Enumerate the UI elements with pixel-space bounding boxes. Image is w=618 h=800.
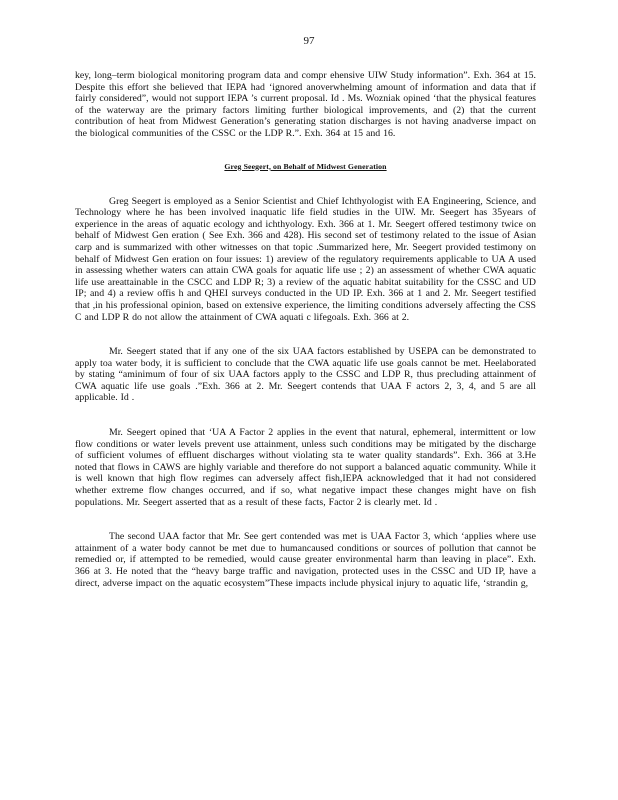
section-heading: Greg Seegert, on Behalf of Midwest Generation: [224, 161, 387, 171]
paragraph-uaa-factor-2: Mr. Seegert opined that ‘UA A Factor 2 applies in the event that natural, ephemeral, intermittent or low flow conditions or water levels prevent use attainment, unless such conditions may be mitigated by the discharge of sufficient volumes of effluent discharges without violating sta te water quality standards”. Exh. 366 at 3.He noted that flows in CAWS are highly variable and therefore do not support a balanced aquatic community. While it is well known that high flow regimes can adversely affect fish,IEPA acknowledged that it had not considered whether extreme flow changes occurred, and if so, what negative impact these changes might have on fish populations. Mr. Seegert asserted that as a result of these facts, Factor 2 is clearly met. Id .: [75, 427, 536, 508]
paragraph-seegert-background: Greg Seegert is employed as a Senior Scientist and Chief Ichthyologist with EA Engineering, Science, and Technology where he has been involved inaquatic life field studies in the UIW. Mr. Seegert has 35years of experience in the areas of aquatic ecology and ichthyology. Exh. 366 at 1. Mr. Seegert offered testimony twice on behalf of Midwest Gen eration ( See Exh. 366 and 428). His second set of testimony related to the issue of Asian carp and is summarized with other witnesses on that topic .Summarized here, Mr. Seegert provided testimony on behalf of Midwest Gen eration on four issues: 1) areview of the regulatory requirements applicable to UA A used in assessing whether waters can attain CWA goals for aquatic life use ; 2) an assessment of whether CWA aquatic life use areattainable in the CSCC and LDP R; 3) a review of the aquatic habitat suitability for the CSSC and UD IP; and 4) a review offis h and QHEI surveys conducted in the UD IP. Exh. 366 at 1 and 2. Mr. Seegert testified that ,in his professional opinion, based on extensive experience, the limiting conditions adversely affecting the CSS C and LDP R do not allow the attainment of CWA aquati c lifegoals. Exh. 366 at 2.: [75, 195, 536, 323]
paragraph-wozniak-conclusion: key, long–term biological monitoring program data and compr ehensive UIW Study information”. Exh. 364 at 15. Despite this effort she believed that IEPA had ‘ignored anoverwhelming amount of information and data that if fairly considered”, would not support IEPA ’s current proposal. Id . Ms. Wozniak opined ‘that the physical features of the waterway are the primary factors limiting further biological improvements, and (2) that the current contribution of heat from Midwest Generation’s generating station discharges is not having anadverse impact on the biological communities of the CSSC or the LDP R.”. Exh. 364 at 15 and 16.: [75, 70, 536, 139]
paragraph-uaa-factors: Mr. Seegert stated that if any one of the six UAA factors established by USEPA can be demonstrated to apply toa water body, it is sufficient to conclude that the CWA aquatic life use goals cannot be met. Heelaborated by stating “aminimum of four of six UAA factors apply to the CSSC and LDP R, thus precluding attainment of CWA aquatic life use goals .”Exh. 366 at 2. Mr. Seegert contends that UAA F actors 2, 3, 4, and 5 are all applicable. Id .: [75, 346, 536, 404]
paragraph-uaa-factor-3: The second UAA factor that Mr. See gert contended was met is UAA Factor 3, which ‘applies where use attainment of a water body cannot be met due to humancaused conditions or sources of pollution that cannot be remedied or, if attempted to be remedied, would cause greater environmental harm than leaving in place”. Exh. 366 at 3. He noted that the “heavy barge traffic and navigation, protected uses in the CSSC and UD IP, have a direct, adverse impact on the aquatic ecosystem”These impacts include physical injury to aquatic life, ‘strandin g,: [75, 531, 536, 589]
page-number: 97: [303, 35, 315, 47]
document-body: [75, 70, 536, 589]
